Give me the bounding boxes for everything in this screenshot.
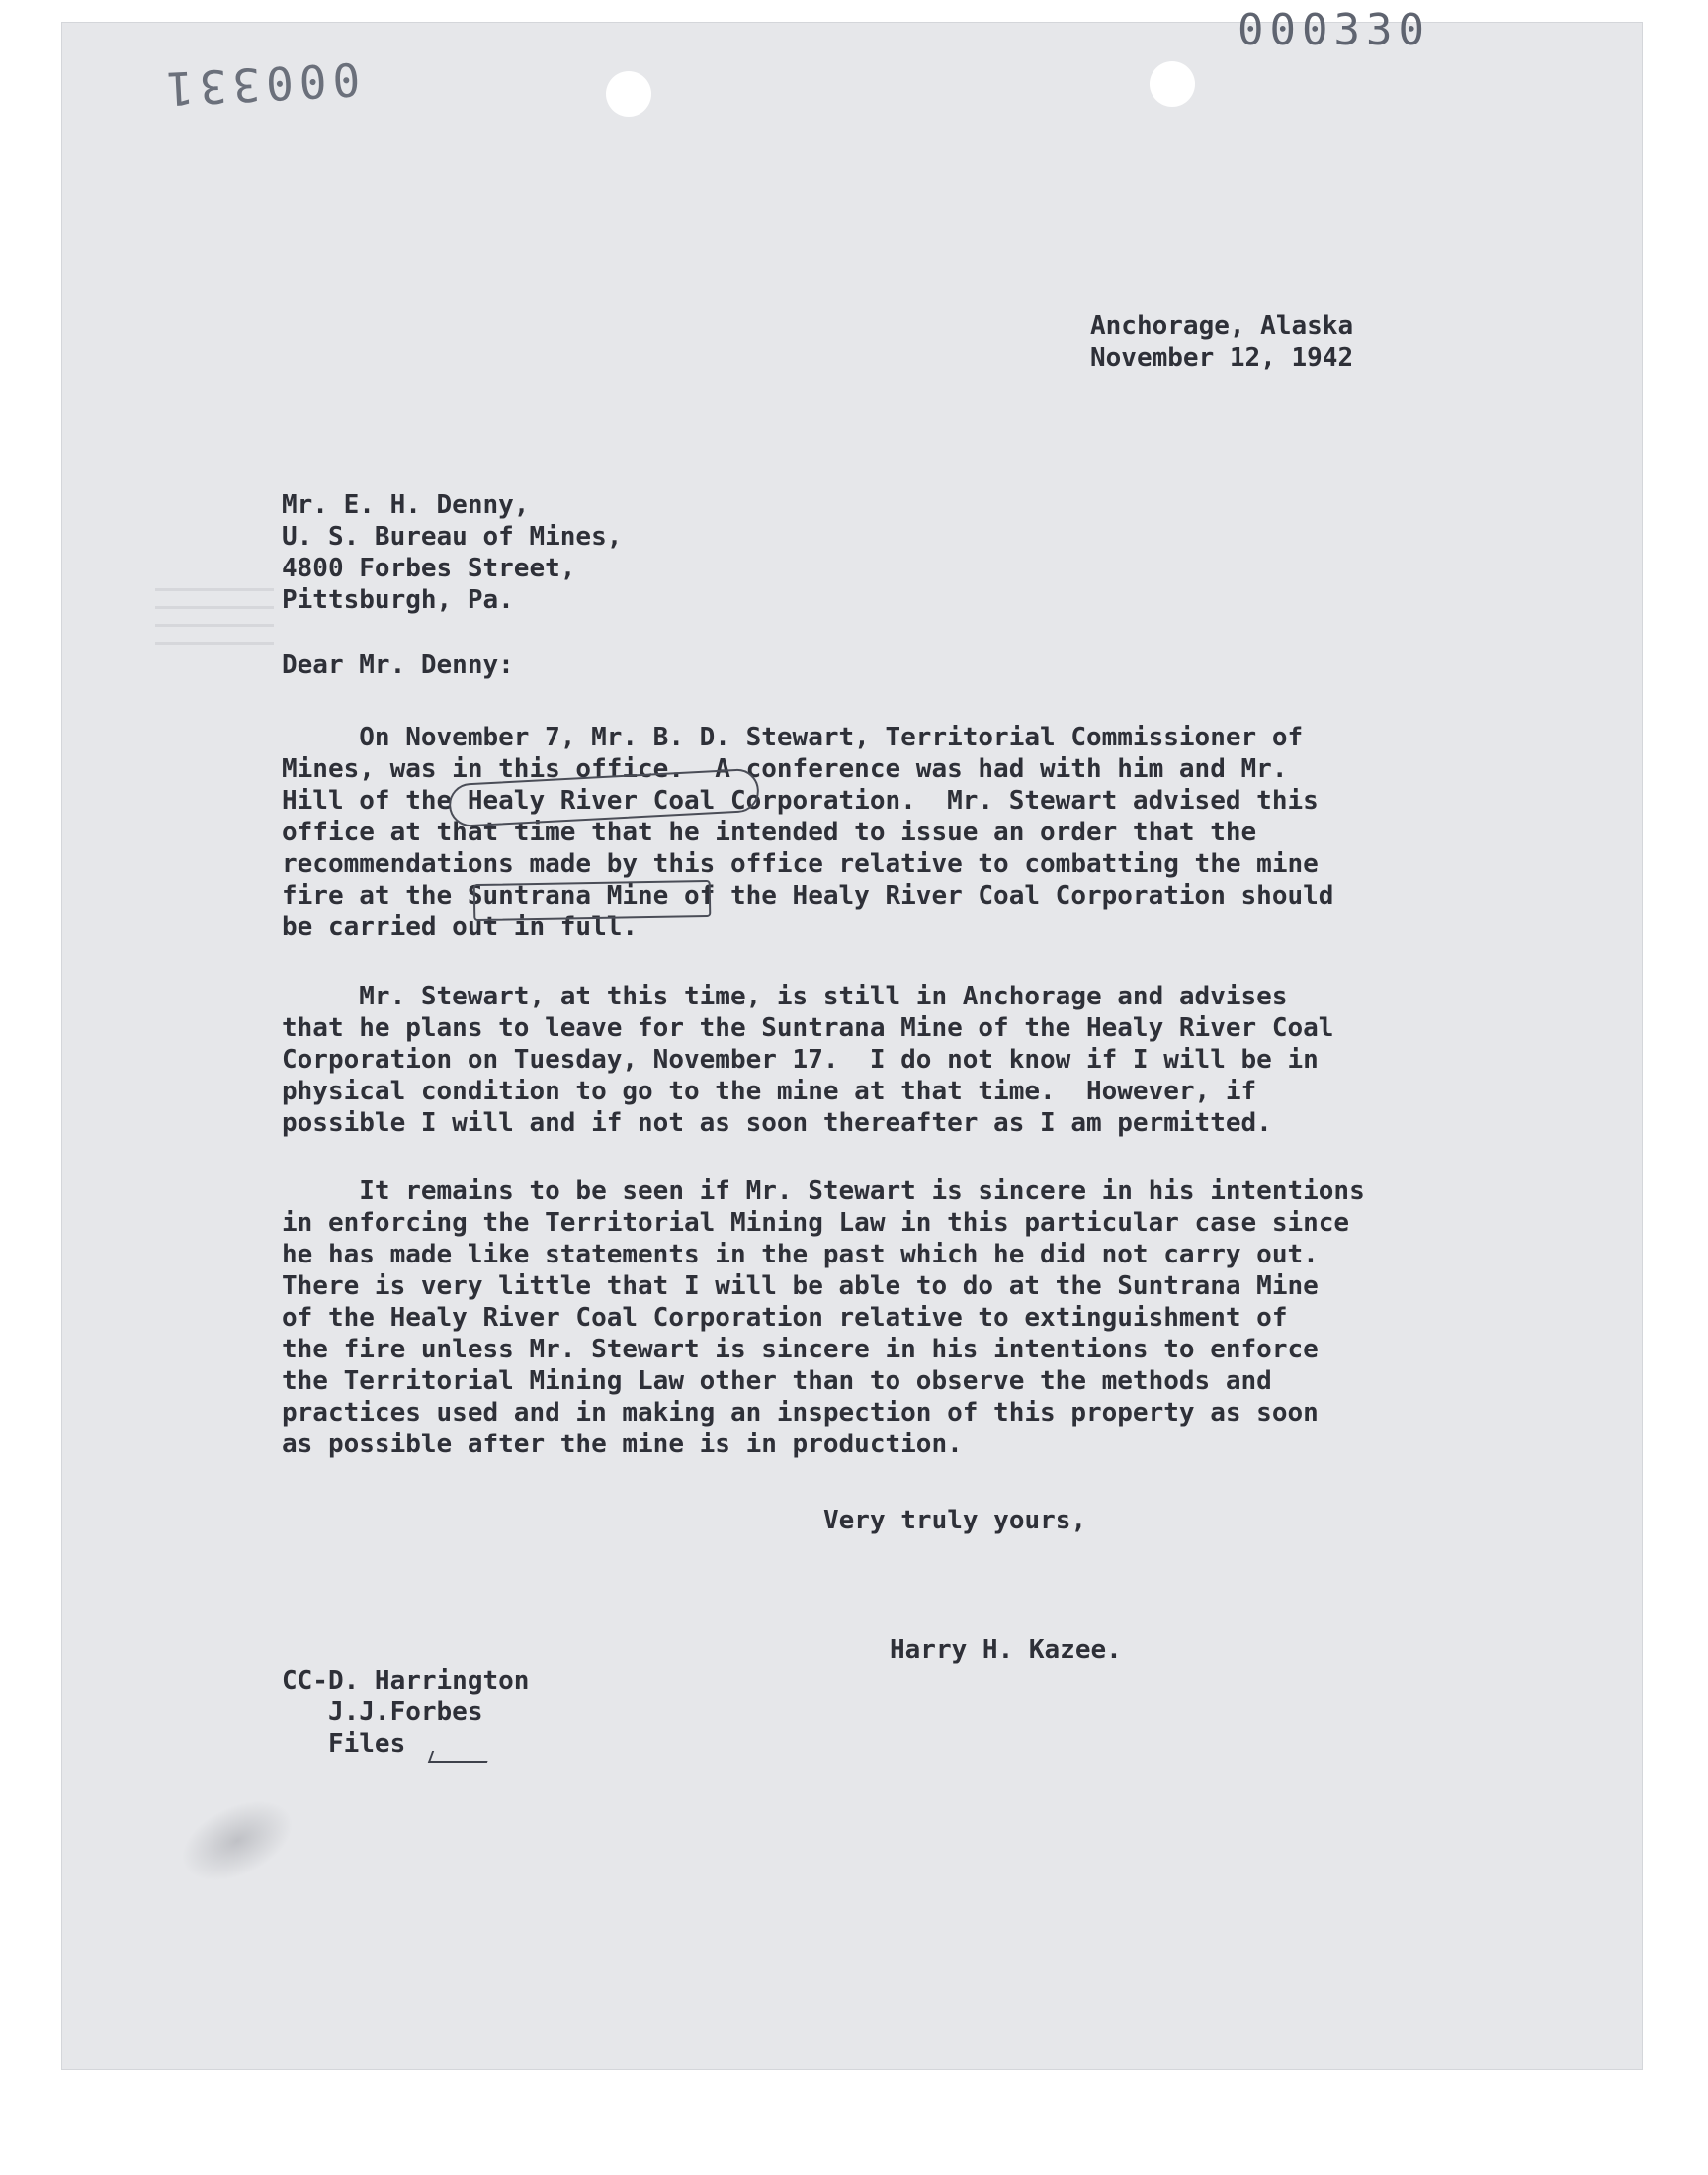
- salutation: Dear Mr. Denny:: [282, 651, 514, 680]
- punch-hole: [606, 71, 651, 117]
- bleed-through-page-number: 000331: [158, 51, 362, 117]
- punch-hole: [1150, 61, 1195, 107]
- body-paragraph-3: It remains to be seen if Mr. Stewart is sincere in his intentions in enforcing the Territorial Mining Law in this particular case since he has made like statements in the past which he did not carry out. There is very little that I will be able to do at the Suntrana Mine of the Healy River Coal Corporation relative to extinguishment of the fire unless Mr. Stewart is sincere in his intentions to enforce the Territorial Mining Law other than to observe the methods and practices used and in making an inspection of this property as soon as possible after the mine is in production.: [282, 1176, 1365, 1459]
- dateline: Anchorage, Alaska November 12, 1942: [1090, 311, 1354, 373]
- ink-smudge: [169, 1784, 305, 1897]
- signature-name: Harry H. Kazee.: [890, 1635, 1122, 1665]
- margin-ghost-marks: [155, 585, 274, 645]
- recipient-address: Mr. E. H. Denny, U. S. Bureau of Mines, 4800 Forbes Street, Pittsburgh, Pa.: [282, 490, 623, 615]
- body-paragraph-2: Mr. Stewart, at this time, is still in Anchorage and advises that he plans to leave for the Suntrana Mine of the Healy River Coal Corporation on Tuesday, November 17. I do not know if I will be in physical condition to go to the mine at that time. However, if possible I will and if not as soon thereafter as I am permitted.: [282, 982, 1334, 1138]
- handwritten-check-mark: [428, 1751, 491, 1763]
- carbon-copy-list: CC-D. Harrington J.J.Forbes Files: [282, 1666, 530, 1759]
- closing: Very truly yours,: [823, 1506, 1087, 1535]
- body-paragraph-1: On November 7, Mr. B. D. Stewart, Territorial Commissioner of Mines, was in this office. A conference was had with him and Mr. Hill of the Healy River Coal Corporation. Mr. Stewart advised this office at that time that he intended to issue an order that the recommendations made by this office relative to combatting the mine fire at the Suntrana Mine of the Healy River Coal Corporation should be carried out in full.: [282, 723, 1334, 942]
- page-number-stamp: 000330: [1238, 5, 1430, 55]
